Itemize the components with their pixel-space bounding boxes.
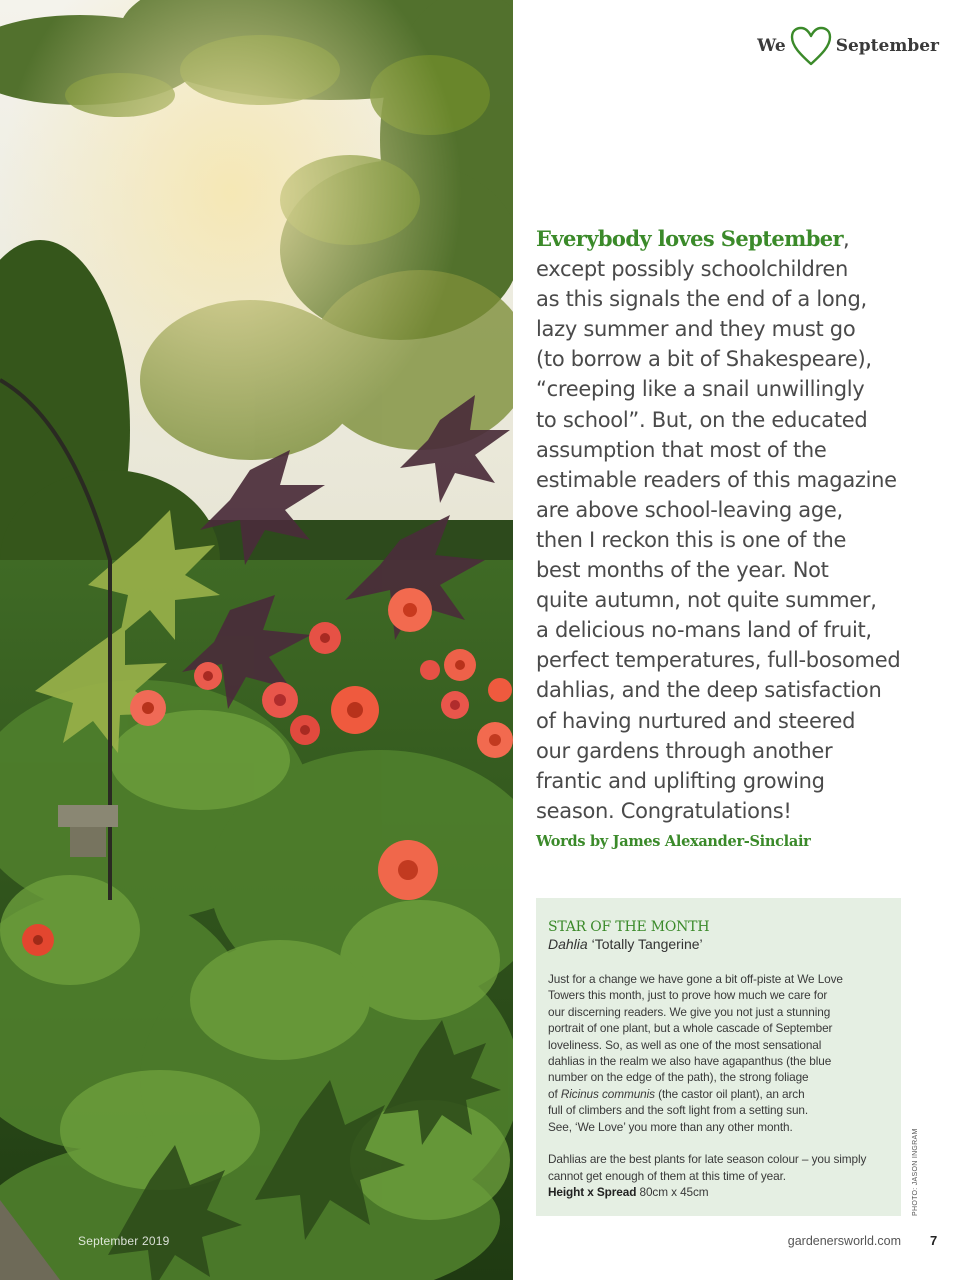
body-line: See, ‘We Love’ you more than any other month. — [548, 1119, 793, 1134]
intro-line: except possibly schoolchildren — [536, 257, 849, 282]
intro-line: as this signals the end of a long, — [536, 287, 867, 312]
intro-line: “creeping like a snail unwillingly — [536, 377, 865, 402]
intro-line: season. Congratulations! — [536, 798, 792, 823]
star-paragraph-2 — [548, 1151, 893, 1200]
intro-line — [536, 224, 916, 254]
intro-line: lazy summer and they must go — [536, 317, 856, 342]
plant-genus: Dahlia — [548, 936, 588, 952]
intro-line: (to borrow a bit of Shakespeare), — [536, 347, 872, 372]
intro-paragraph — [536, 224, 916, 826]
byline: Words by James Alexander-Sinclair — [536, 833, 811, 850]
page-number: 7 — [930, 1233, 938, 1248]
intro-line: of having nurtured and steered — [536, 708, 856, 733]
issue-date: September 2019 — [78, 1234, 170, 1248]
intro-lead-punct: , — [843, 227, 850, 251]
latin-name: Ricinus communis — [560, 1086, 655, 1101]
intro-line: then I reckon this is one of the — [536, 527, 847, 552]
body-line: (the castor oil plant), an arch — [654, 1086, 805, 1101]
height-spread-value: 80cm x 45cm — [636, 1185, 709, 1200]
body-line: Towers this month, just to prove how much we care for — [548, 988, 828, 1003]
intro-line: our gardens through another — [536, 738, 833, 763]
body-line-of: of — [548, 1086, 561, 1101]
photo-credit: PHOTO: JASON INGRAM — [912, 1128, 919, 1216]
body-line: cannot get enough of them at this time of year. — [548, 1168, 786, 1183]
intro-line: assumption that most of the — [536, 437, 827, 462]
body-line: our discerning readers. We give you not just a stunning — [548, 1004, 831, 1019]
star-paragraph-1 — [548, 971, 893, 1135]
footer-website: gardenersworld.com — [787, 1234, 901, 1248]
body-line: Dahlias are the best plants for late season colour – you simply — [548, 1152, 867, 1167]
intro-line: frantic and uplifting growing — [536, 768, 825, 793]
intro-line: are above school-leaving age, — [536, 497, 843, 522]
intro-line: perfect temperatures, full-bosomed — [536, 648, 901, 673]
intro-lead: Everybody loves September — [536, 226, 844, 251]
intro-line: dahlias, and the deep satisfaction — [536, 678, 882, 703]
intro-line: best months of the year. Not — [536, 558, 829, 583]
body-line: number on the edge of the path), the strong foliage — [548, 1070, 809, 1085]
star-body — [548, 971, 893, 1217]
section-header — [757, 26, 939, 66]
intro-line: quite autumn, not quite summer, — [536, 588, 877, 613]
plant-name — [548, 936, 703, 952]
header-month: September — [835, 36, 939, 56]
header-we: We — [757, 36, 786, 56]
plant-cultivar: ‘Totally Tangerine’ — [591, 936, 703, 952]
star-title: STAR OF THE MONTH — [548, 919, 710, 935]
intro-line: to school”. But, on the educated — [536, 407, 868, 432]
body-line: portrait of one plant, but a whole cascade of September — [548, 1021, 833, 1036]
height-spread-label: Height x Spread — [548, 1185, 637, 1200]
body-line: Just for a change we have gone a bit off-piste at We Love — [548, 972, 843, 986]
heart-icon — [788, 26, 834, 66]
intro-line: a delicious no-mans land of fruit, — [536, 618, 872, 643]
body-line: full of climbers and the soft light from a setting sun. — [548, 1103, 809, 1118]
body-line: loveliness. So, as well as one of the most sensational — [548, 1037, 822, 1052]
body-line: dahlias in the realm we also have agapanthus (the blue — [548, 1054, 832, 1069]
star-of-the-month-box — [536, 898, 901, 1216]
intro-line: estimable readers of this magazine — [536, 467, 897, 492]
